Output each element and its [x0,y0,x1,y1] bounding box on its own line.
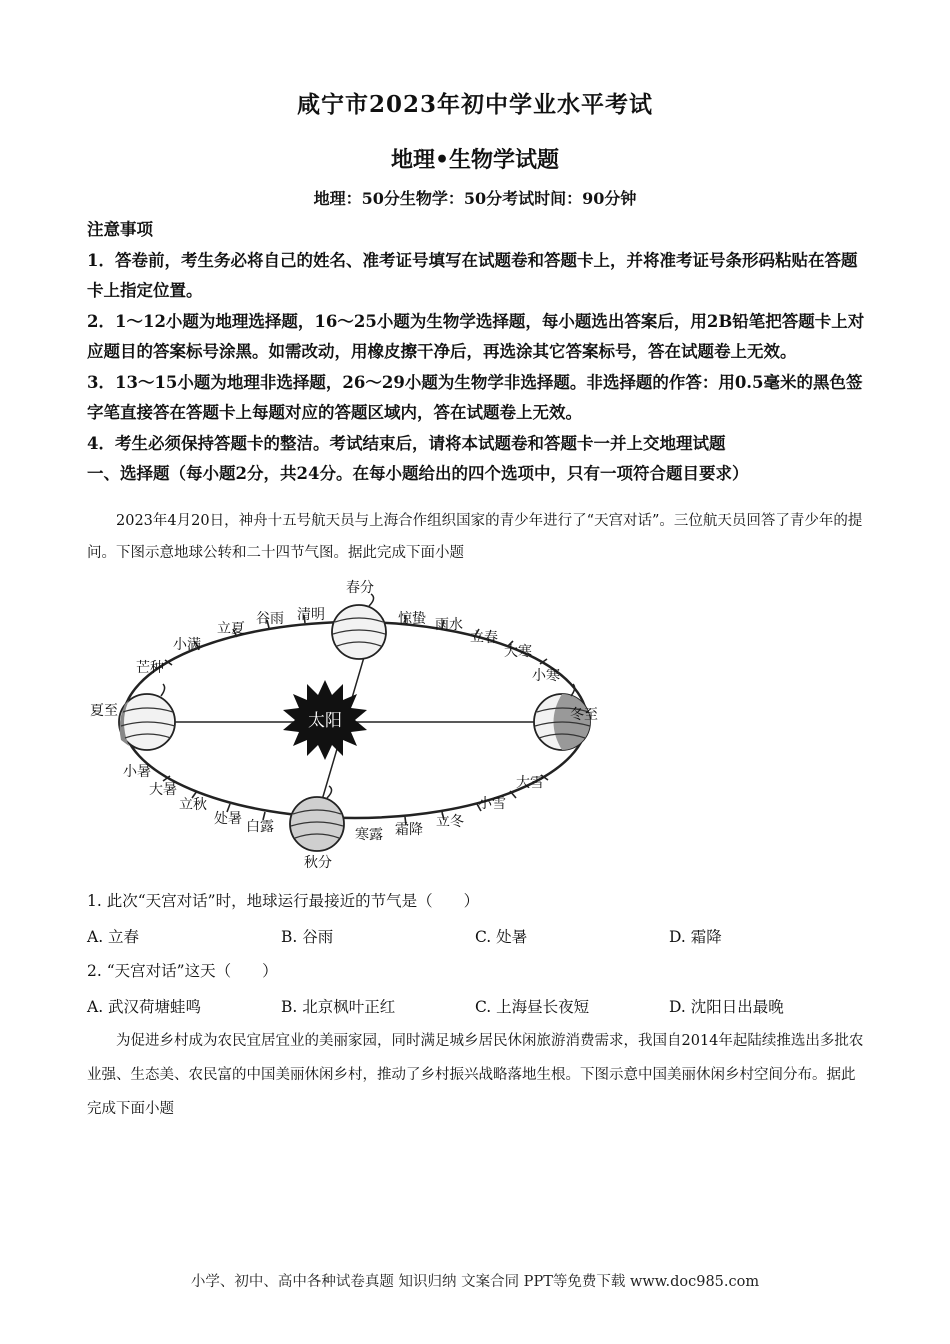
term-label: 处暑 [214,811,242,827]
orbit-diagram [87,572,617,877]
notice-item-4: 4．考生必须保持答题卡的整洁。考试结束后，请将本试题卷和答题卡一并上交地理试题 [87,433,726,453]
exam-title: 咸宁市2023年初中学业水平考试 [296,91,653,118]
passage-2-text: 为促进乡村成为农民宜居宜业的美丽家园，同时满足城乡居民休闲旅游消费需求，我国自2014年起陆续推选出多批农业强、生态美、农民富的中国美丽休闲乡村，推动了乡村振兴战略落地生根。下图示意中国美丽休闲乡村空间分布。据此完成下面小题 [87,1033,864,1117]
term-label: 立夏 [217,621,245,637]
earth-xiazhi-icon [119,684,175,750]
term-label: 大寒 [504,644,532,660]
term-label: 大雪 [516,775,544,791]
term-label: 冬至 [570,707,598,723]
term-label: 惊蛰 [398,611,426,627]
term-label: 小暑 [123,764,151,780]
term-label: 谷雨 [256,611,284,627]
term-label: 寒露 [355,827,383,843]
passage-2 [87,1024,867,1126]
earth-qiufen-icon [290,786,344,851]
term-label: 立冬 [436,814,464,830]
option-c: C. 处暑 [475,928,528,946]
passage-1 [87,505,867,569]
option-b: B. 北京枫叶正红 [281,998,396,1016]
term-label: 小满 [173,637,201,653]
exam-subtitle: 地理•生物学试题 [390,147,560,173]
option-a: A. 立春 [87,928,140,946]
question-1-stem: 1. 此次“天宫对话”时，地球运行最接近的节气是（ ） [87,892,480,910]
term-label: 霜降 [395,822,423,838]
term-label: 白露 [246,819,274,835]
sun-label: 太阳 [308,711,342,731]
question-2-stem: 2. “天宫对话”这天（ ） [87,962,278,980]
term-label: 秋分 [304,855,332,871]
notice-section [87,215,867,490]
option-c: C. 上海昼长夜短 [475,998,590,1016]
term-label: 大暑 [149,782,177,798]
notice-heading: 注意事项 [87,220,153,239]
earth-chunfen-icon [332,594,386,659]
term-label: 小雪 [478,796,506,812]
option-b: B. 谷雨 [281,928,334,946]
page-footer: 小学、初中、高中各种试卷真题 知识归纳 文案合同 PPT等免费下载 www.doc985.com [190,1274,760,1290]
notice-item-1: 1．答卷前，考生务必将自己的姓名、准考证号填写在试题卷和答题卡上，并将准考证号条形码粘贴在答题卡上指定位置。 [87,250,858,300]
term-label: 清明 [297,607,325,623]
term-label: 夏至 [90,703,118,719]
term-label: 立秋 [179,797,207,813]
term-label: 小寒 [532,668,560,684]
notice-item-3: 3．13～15小题为地理非选择题，26～29小题为生物学非选择题。非选择题的作答：用0.5毫米的黑色签字笔直接答在答题卡上每题对应的答题区域内，答在试题卷上无效。 [87,372,863,422]
option-a: A. 武汉荷塘蛙鸣 [87,998,202,1016]
term-label: 立春 [470,630,498,646]
score-info: 地理：50分生物学：50分考试时间：90分钟 [313,189,637,208]
section-title: 一、选择题（每小题2分，共24分。在每小题给出的四个选项中，只有一项符合题目要求） [87,464,749,483]
notice-item-2: 2．1～12小题为地理选择题，16～25小题为生物学选择题，每小题选出答案后，用2B铅笔把答题卡上对应题目的答案标号涂黑。如需改动，用橡皮擦干净后，再选涂其它答案标号，答在试题卷上无效。 [87,311,865,361]
term-label: 芒种 [136,660,164,676]
term-label: 雨水 [435,617,463,633]
option-d: D. 沈阳日出最晚 [669,998,784,1016]
option-d: D. 霜降 [669,928,722,946]
passage-1-text: 2023年4月20日，神舟十五号航天员与上海合作组织国家的青少年进行了“天宫对话”。三位航天员回答了青少年的提问。下图示意地球公转和二十四节气图。据此完成下面小题 [87,513,863,561]
term-label: 春分 [346,580,374,596]
